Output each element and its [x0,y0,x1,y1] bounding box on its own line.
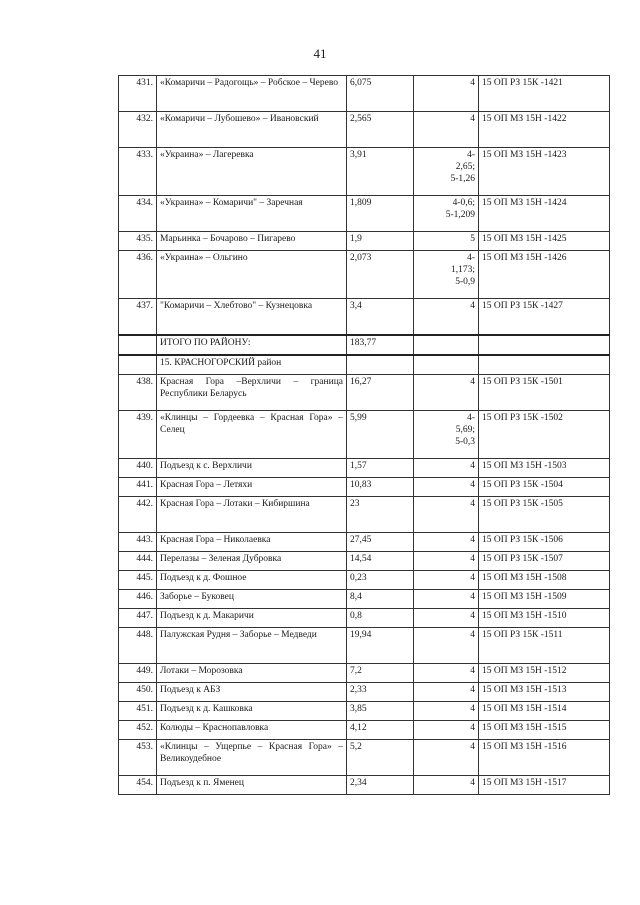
table-row [119,590,610,609]
table-row [119,721,610,740]
road-name-cell: 15. КРАСНОГОРСКИЙ район [157,355,347,375]
road-name-cell: Красная Гора – Летяхи [157,478,347,497]
road-id-cell: 15 ОП РЗ 15К -1502 [479,411,610,459]
road-id-cell: 15 ОП МЗ 15Н -1422 [479,112,610,148]
road-category-line: 5-1,209 [445,210,475,220]
road-length-cell: 23 [347,497,414,533]
table-row [119,702,610,721]
row-number-cell: 450. [119,683,157,702]
road-id-cell: 15 ОП МЗ 15Н -1516 [479,740,610,776]
row-number-cell: 452. [119,721,157,740]
road-category-cell [414,721,479,740]
row-number-cell: 453. [119,740,157,776]
road-length-cell: 8,4 [347,590,414,609]
road-length-cell: 7,2 [347,664,414,683]
road-id-cell: 15 ОП МЗ 15Н -1423 [479,148,610,196]
road-name-cell: Лотаки – Морозовка [157,664,347,683]
road-category-line: 4- [467,150,475,160]
road-id-cell: 15 ОП РЗ 15К -1501 [479,375,610,411]
road-category-cell [414,251,479,299]
row-number-cell: 441. [119,478,157,497]
table-row [119,112,610,148]
row-number-cell: 447. [119,609,157,628]
road-category-cell [414,478,479,497]
road-category-line: 4 [470,499,475,509]
road-category-line: 4 [470,78,475,88]
row-number-cell: 435. [119,232,157,251]
road-category-cell [414,552,479,571]
road-category-cell [414,590,479,609]
road-category-line: 4 [470,685,475,695]
table-row [119,609,610,628]
road-category-line: 4- [467,253,475,263]
road-id-cell: 15 ОП МЗ 15Н -1425 [479,232,610,251]
road-category-cell [414,112,479,148]
road-length-cell: 16,27 [347,375,414,411]
road-name-cell: Подъезд к с. Верхличи [157,459,347,478]
row-number-cell: 440. [119,459,157,478]
road-name-cell: Подъезд к п. Яменец [157,776,347,795]
road-category-line: 4 [470,535,475,545]
row-number-cell: 444. [119,552,157,571]
road-length-cell: 183,77 [347,335,414,355]
road-name-cell: Подъезд к АБЗ [157,683,347,702]
road-category-line: 4 [470,480,475,490]
road-name-cell: Подъезд к д. Макаричи [157,609,347,628]
road-category-line: 4 [470,461,475,471]
road-category-cell [414,299,479,335]
road-category-cell [414,375,479,411]
row-number-cell: 436. [119,251,157,299]
road-category-line: 2,65; [455,162,475,172]
road-name-cell: Колюды – Краснопавловка [157,721,347,740]
road-id-cell [479,355,610,375]
row-number-cell: 443. [119,533,157,552]
road-category-cell [414,196,479,232]
road-length-cell: 1,9 [347,232,414,251]
road-id-cell: 15 ОП РЗ 15К -1427 [479,299,610,335]
road-length-cell: 3,4 [347,299,414,335]
road-category-line: 4 [470,301,475,311]
road-category-line: 4 [470,611,475,621]
row-number-cell: 442. [119,497,157,533]
road-name-cell: «Украина» – Комаричи" – Заречная [157,196,347,232]
road-length-cell: 2,33 [347,683,414,702]
road-length-cell: 1,809 [347,196,414,232]
road-id-cell [479,335,610,355]
row-number-cell: 433. [119,148,157,196]
road-length-cell: 19,94 [347,628,414,664]
row-number-cell [119,355,157,375]
table-row [119,232,610,251]
road-category-line: 4 [470,666,475,676]
row-number-cell: 432. [119,112,157,148]
row-number-cell: 434. [119,196,157,232]
road-name-cell: «Клинцы – Ущерпье – Красная Гора» – Великоудебное [157,740,347,776]
road-category-line: 5 [470,234,475,244]
road-length-cell: 4,12 [347,721,414,740]
road-category-cell [414,232,479,251]
road-category-line: 4 [470,554,475,564]
road-name-cell: Палужская Рудня – Заборье – Медведи [157,628,347,664]
road-length-cell: 0,23 [347,571,414,590]
row-number-cell: 439. [119,411,157,459]
road-id-cell: 15 ОП РЗ 15К -1511 [479,628,610,664]
road-name-cell: «Комаричи – Лубошево» – Ивановский [157,112,347,148]
road-length-cell: 2,34 [347,776,414,795]
table-row [119,299,610,335]
road-length-cell: 3,85 [347,702,414,721]
road-id-cell: 15 ОП РЗ 15К -1507 [479,552,610,571]
table-row [119,411,610,459]
road-category-line: 4-0,6; [452,198,475,208]
road-category-line: 1,173; [450,265,475,275]
table-row [119,683,610,702]
road-id-cell: 15 ОП МЗ 15Н -1503 [479,459,610,478]
road-name-cell: "Комаричи – Хлебтово" – Кузнецовка [157,299,347,335]
row-number-cell [119,335,157,355]
table-row [119,478,610,497]
road-name-cell: Подъезд к д. Фошное [157,571,347,590]
road-category-cell [414,459,479,478]
road-id-cell: 15 ОП МЗ 15Н -1426 [479,251,610,299]
table-row [119,76,610,112]
road-id-cell: 15 ОП МЗ 15Н -1509 [479,590,610,609]
row-number-cell: 446. [119,590,157,609]
table-row [119,459,610,478]
road-length-cell: 2,073 [347,251,414,299]
road-name-cell: «Комаричи – Радогощь» – Робское – Черево [157,76,347,112]
row-number-cell: 448. [119,628,157,664]
road-category-cell [414,628,479,664]
road-category-cell [414,683,479,702]
road-category-line: 4 [470,592,475,602]
road-length-cell: 1,57 [347,459,414,478]
road-category-cell [414,533,479,552]
road-category-line: 4 [470,114,475,124]
table-row [119,497,610,533]
road-category-cell [414,497,479,533]
road-id-cell: 15 ОП РЗ 15К -1421 [479,76,610,112]
road-name-cell: Красная Гора – Лотаки – Кибиршина [157,497,347,533]
row-number-cell: 454. [119,776,157,795]
table-row [119,628,610,664]
road-length-cell: 0,8 [347,609,414,628]
road-name-cell: Красная Гора –Верхличи – граница Республики Беларусь [157,375,347,411]
road-category-line: 4- [467,413,475,423]
road-id-cell: 15 ОП РЗ 15К -1504 [479,478,610,497]
road-category-line: 5-1,26 [450,174,475,184]
table-row [119,355,610,375]
road-category-line: 4 [470,704,475,714]
road-id-cell: 15 ОП РЗ 15К -1506 [479,533,610,552]
road-category-cell [414,335,479,355]
road-id-cell: 15 ОП МЗ 15Н -1515 [479,721,610,740]
road-name-cell: Подъезд к д. Кашковка [157,702,347,721]
road-category-cell [414,411,479,459]
road-category-cell [414,664,479,683]
table-row [119,335,610,355]
road-category-cell [414,609,479,628]
road-name-cell: Марьинка – Бочарово – Пигарево [157,232,347,251]
roads-table [118,75,610,795]
row-number-cell: 451. [119,702,157,721]
road-category-line: 4 [470,778,475,788]
road-length-cell [347,355,414,375]
road-id-cell: 15 ОП МЗ 15Н -1512 [479,664,610,683]
road-category-cell [414,355,479,375]
row-number-cell: 449. [119,664,157,683]
table-row [119,571,610,590]
road-length-cell: 2,565 [347,112,414,148]
road-category-line: 4 [470,723,475,733]
table-row [119,148,610,196]
road-category-cell [414,148,479,196]
road-category-line: 4 [470,573,475,583]
page-number: 41 [313,46,327,61]
table-row [119,251,610,299]
road-id-cell: 15 ОП МЗ 15Н -1424 [479,196,610,232]
table-row [119,533,610,552]
table-row [119,776,610,795]
road-name-cell: Красная Гора – Николаевка [157,533,347,552]
road-category-line: 4 [470,377,475,387]
road-id-cell: 15 ОП МЗ 15Н -1508 [479,571,610,590]
row-number-cell: 437. [119,299,157,335]
road-length-cell: 5,2 [347,740,414,776]
road-category-line: 4 [470,742,475,752]
road-category-cell [414,571,479,590]
table-row [119,664,610,683]
table-row [119,552,610,571]
road-name-cell: «Украина» – Ольгино [157,251,347,299]
road-category-cell [414,740,479,776]
table-row [119,740,610,776]
road-category-line: 5-0,3 [455,437,475,447]
road-category-cell [414,776,479,795]
road-length-cell: 14,54 [347,552,414,571]
road-id-cell: 15 ОП РЗ 15К -1505 [479,497,610,533]
road-name-cell: Перелазы – Зеленая Дубровка [157,552,347,571]
road-category-cell [414,702,479,721]
road-category-line: 5,69; [455,425,475,435]
road-id-cell: 15 ОП МЗ 15Н -1514 [479,702,610,721]
road-id-cell: 15 ОП МЗ 15Н -1517 [479,776,610,795]
road-length-cell: 6,075 [347,76,414,112]
road-length-cell: 27,45 [347,533,414,552]
road-name-cell: «Клинцы – Гордеевка – Красная Гора» – Селец [157,411,347,459]
row-number-cell: 445. [119,571,157,590]
road-length-cell: 5,99 [347,411,414,459]
road-name-cell: Заборье – Буковец [157,590,347,609]
road-name-cell: «Украина» – Лагеревка [157,148,347,196]
table-row [119,375,610,411]
table-row [119,196,610,232]
road-category-line: 4 [470,630,475,640]
road-name-cell: ИТОГО ПО РАЙОНУ: [157,335,347,355]
road-length-cell: 3,91 [347,148,414,196]
row-number-cell: 438. [119,375,157,411]
row-number-cell: 431. [119,76,157,112]
road-id-cell: 15 ОП МЗ 15Н -1510 [479,609,610,628]
road-id-cell: 15 ОП МЗ 15Н -1513 [479,683,610,702]
road-category-cell [414,76,479,112]
roads-table-body [119,76,610,795]
road-category-line: 5-0,9 [455,277,475,287]
road-length-cell: 10,83 [347,478,414,497]
